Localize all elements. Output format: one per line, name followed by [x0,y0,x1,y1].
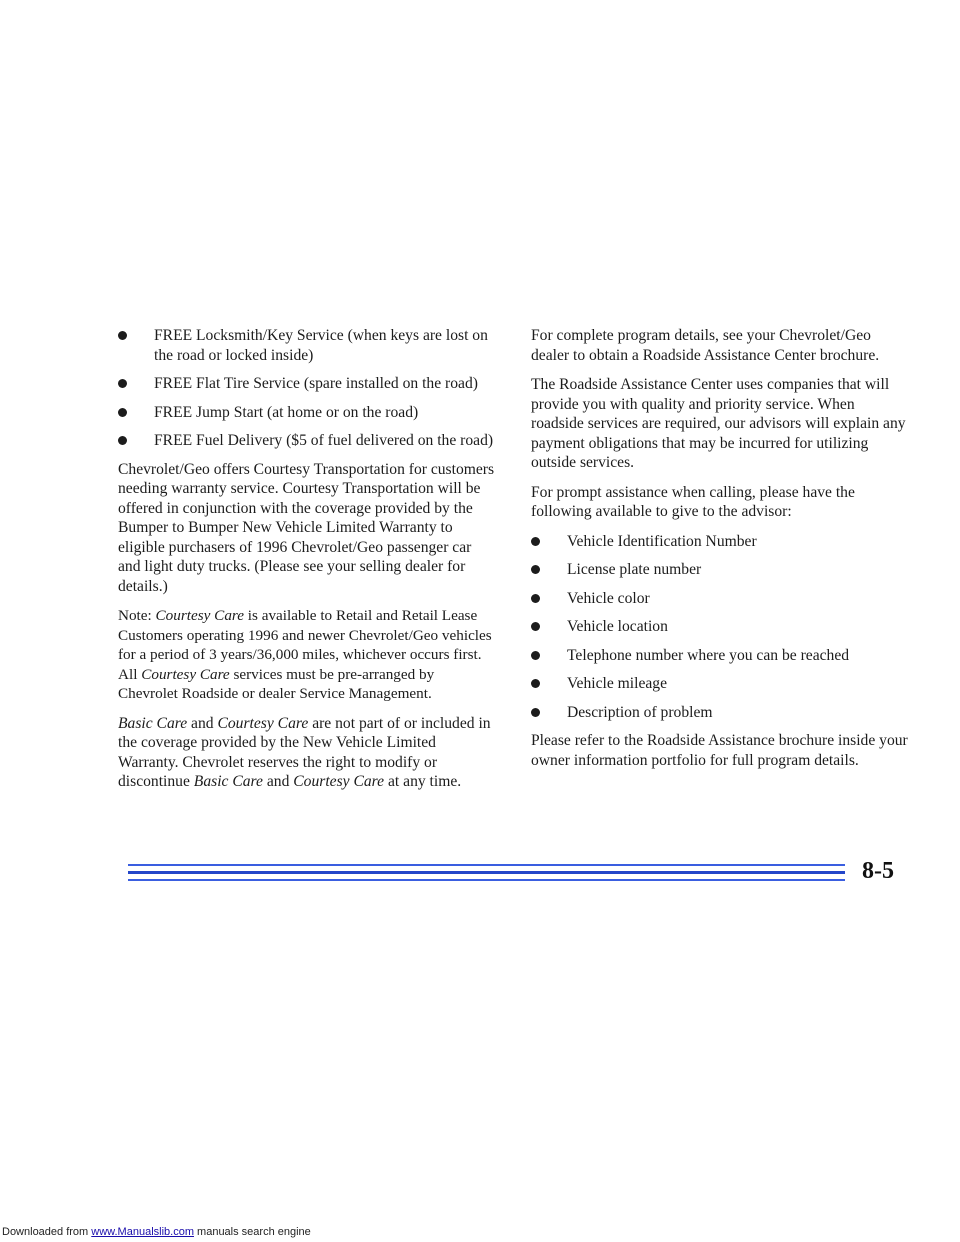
list-item: Telephone number where you can be reached [531,646,911,666]
list-item: Description of problem [531,703,911,723]
left-column [118,326,496,802]
list-item: Vehicle Identification Number [531,532,911,552]
courtesy-transportation-paragraph: Chevrolet/Geo offers Courtesy Transportation for customers needing warranty service. Courtesy Transportation will be offered in conjunction with the coverage provided by the Bumper to Bumper New Vehicle Limited Warranty to eligible purchasers of 1996 Chevrolet/Geo passenger car and light duty trucks. (Please see your selling dealer for details.) [118,460,495,595]
bullet-icon [118,436,127,445]
bullet-icon [531,622,540,631]
page-number: 8-5 [862,858,894,884]
program-details-paragraph: For complete program details, see your Chevrolet/Geo dealer to obtain a Roadside Assistance Center brochure. [531,327,880,364]
bullet-icon [531,651,540,660]
download-footer: Downloaded from www.Manualslib.com manuals search engine [2,1226,311,1238]
divider-line [128,864,845,866]
divider-line [128,879,845,881]
list-item: FREE Jump Start (at home or on the road) [118,403,496,423]
bullet-icon [531,537,540,546]
bullet-icon [118,408,127,417]
list-item: Vehicle color [531,589,911,609]
manualslib-link[interactable]: www.Manualslib.com [91,1226,194,1238]
bullet-icon [531,708,540,717]
list-item: FREE Flat Tire Service (spare installed on the road) [118,374,496,394]
right-column [531,326,911,780]
roadside-center-paragraph: The Roadside Assistance Center uses companies that will provide you with quality and priority service. When roadside services are required, our advisors will explain any payment obligations that may be incurred for utilizing outside services. [531,376,906,471]
bullet-icon [118,331,127,340]
list-item: License plate number [531,560,911,580]
divider-line [128,871,845,874]
list-item: FREE Locksmith/Key Service (when keys are lost on the road or locked inside) [118,326,496,365]
bullet-icon [531,594,540,603]
care-disclaimer-paragraph: Basic Care and Courtesy Care are not part of or included in the coverage provided by the New Vehicle Limited Warranty. Chevrolet reserves the right to modify or discontinue Basic Care and Courtesy Care at any time. [118,714,491,790]
bullet-icon [531,565,540,574]
section-divider [128,862,845,886]
bullet-icon [118,379,127,388]
note-paragraph: Note: Courtesy Care is available to Retail and Retail Lease Customers operating 1996 and newer Chevrolet/Geo vehicles for a period of 3 years/36,000 miles, whichever occurs first. All Courtesy Care services must be pre-arranged by Chevrolet Roadside or dealer Service Management. [118,607,492,702]
list-item: Vehicle mileage [531,674,911,694]
prompt-assistance-paragraph: For prompt assistance when calling, please have the following available to give to the advisor: [531,483,855,520]
brochure-reference-paragraph: Please refer to the Roadside Assistance brochure inside your owner information portfolio for full program details. [531,732,908,769]
list-item: Vehicle location [531,617,911,637]
list-item: FREE Fuel Delivery ($5 of fuel delivered on the road) [118,431,496,451]
bullet-icon [531,679,540,688]
